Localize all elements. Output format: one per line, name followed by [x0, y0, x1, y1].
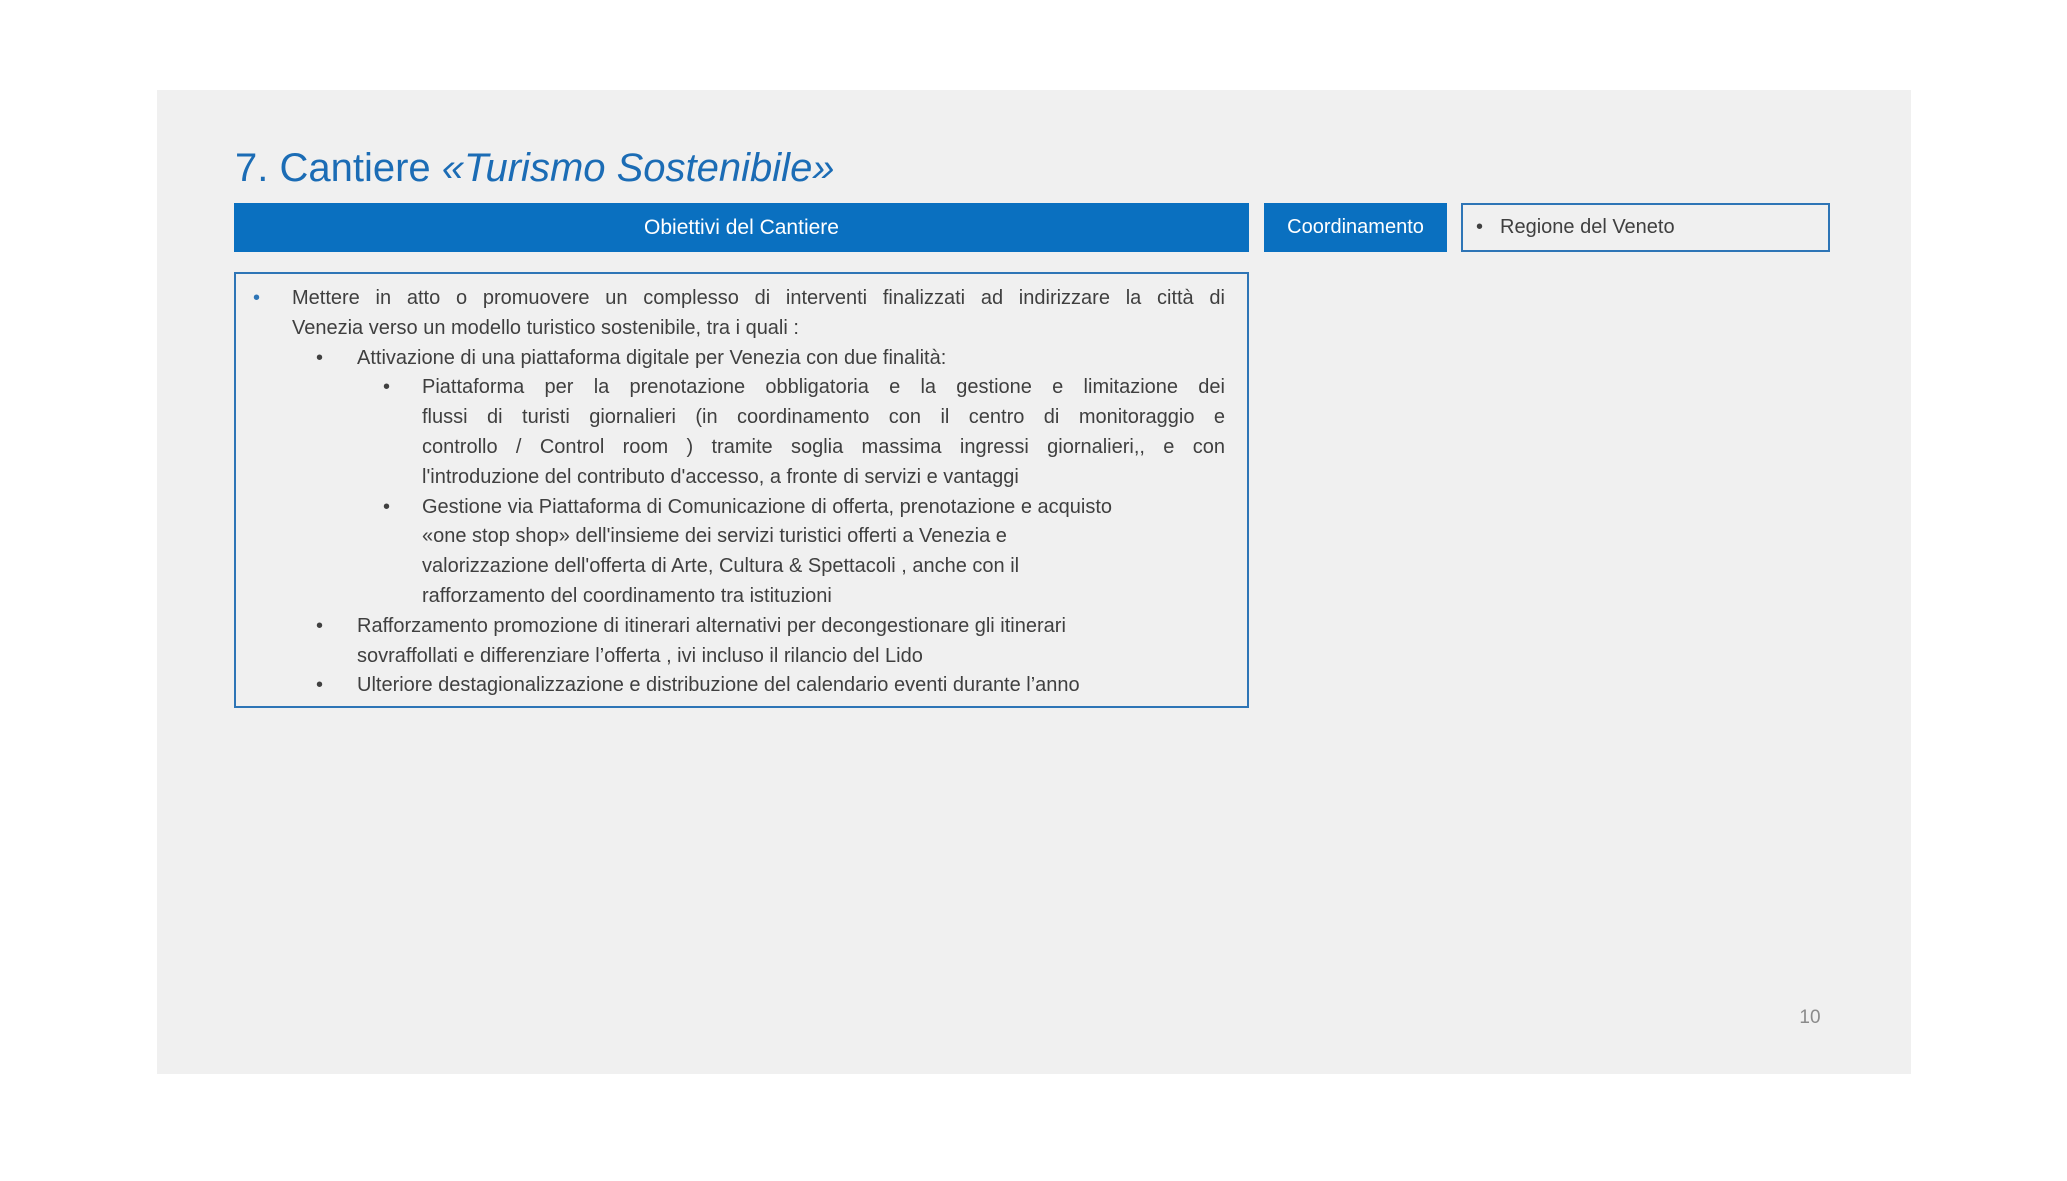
- text-line: «one stop shop» dell'insieme dei servizi turistici offerti a Venezia e: [422, 525, 1007, 548]
- text-line: valorizzazione dell'offerta di Arte, Cultura & Spettacoli , anche con il: [422, 555, 1020, 578]
- text-line: Ulteriore destagionalizzazione e distribuzione del calendario eventi durante l’anno: [357, 674, 1080, 697]
- text-line: rafforzamento del coordinamento tra istituzioni: [422, 584, 832, 607]
- bullet-item-3: [236, 373, 1225, 492]
- text-line: l'introduzione del contributo d'accesso, a fronte di servizi e vantaggi: [422, 465, 1019, 488]
- coordination-header-label: Coordinamento: [1287, 216, 1424, 238]
- coordinator-bullet-marker: •: [1476, 216, 1484, 238]
- bullet-marker: •: [316, 614, 324, 637]
- objectives-header-label: Obiettivi del Cantiere: [644, 215, 839, 239]
- text-line: Attivazione di una piattaforma digitale per Venezia con due finalità:: [357, 346, 947, 369]
- bullet-marker: •: [316, 346, 324, 369]
- page-number: 10: [1799, 1007, 1821, 1028]
- slide-title-prefix: 7. Cantiere: [235, 146, 442, 190]
- coordinator-label: Regione del Veneto: [1500, 216, 1675, 238]
- bullet-item-1: [236, 284, 1225, 344]
- bullet-marker: •: [383, 495, 391, 518]
- text-line: Rafforzamento promozione di itinerari alternativi per decongestionare gli itinerari: [357, 614, 1066, 637]
- bullet-marker: •: [383, 376, 391, 399]
- text-line: Venezia verso un modello turistico sostenibile, tra i quali :: [292, 316, 799, 339]
- slide-title-emphasis: «Turismo Sostenibile»: [441, 146, 835, 190]
- bullet-item-5: [236, 612, 1225, 672]
- bullet-item-2: [236, 344, 1225, 374]
- text-line: sovraffollati e differenziare l’offerta , ivi incluso il rilancio del Lido: [357, 644, 923, 667]
- coordinator-box: [1461, 203, 1830, 252]
- text-line: Piattaforma per la prenotazione obbligatoria e la gestione e limitazione dei: [422, 376, 1225, 399]
- slide-canvas: [157, 90, 1911, 1074]
- bullet-item-6: [236, 671, 1225, 701]
- bullet-item-4: [236, 493, 1225, 612]
- bullet-marker: •: [316, 674, 324, 697]
- objectives-header-bar: [234, 203, 1249, 252]
- coordination-header-bar: [1264, 203, 1447, 252]
- text-line: Mettere in atto o promuovere un complesso di interventi finalizzati ad indirizzare la città di: [292, 287, 1225, 309]
- bullet-marker: •: [253, 287, 261, 309]
- text-line: flussi di turisti giornalieri (in coordinamento con il centro di monitoraggio e: [422, 406, 1225, 429]
- slide-title: [235, 147, 835, 189]
- objectives-content-box: [234, 272, 1249, 708]
- text-line: Gestione via Piattaforma di Comunicazione di offerta, prenotazione e acquisto: [422, 495, 1113, 518]
- text-line: controllo / Control room ) tramite soglia massima ingressi giornalieri,, e con: [422, 435, 1225, 458]
